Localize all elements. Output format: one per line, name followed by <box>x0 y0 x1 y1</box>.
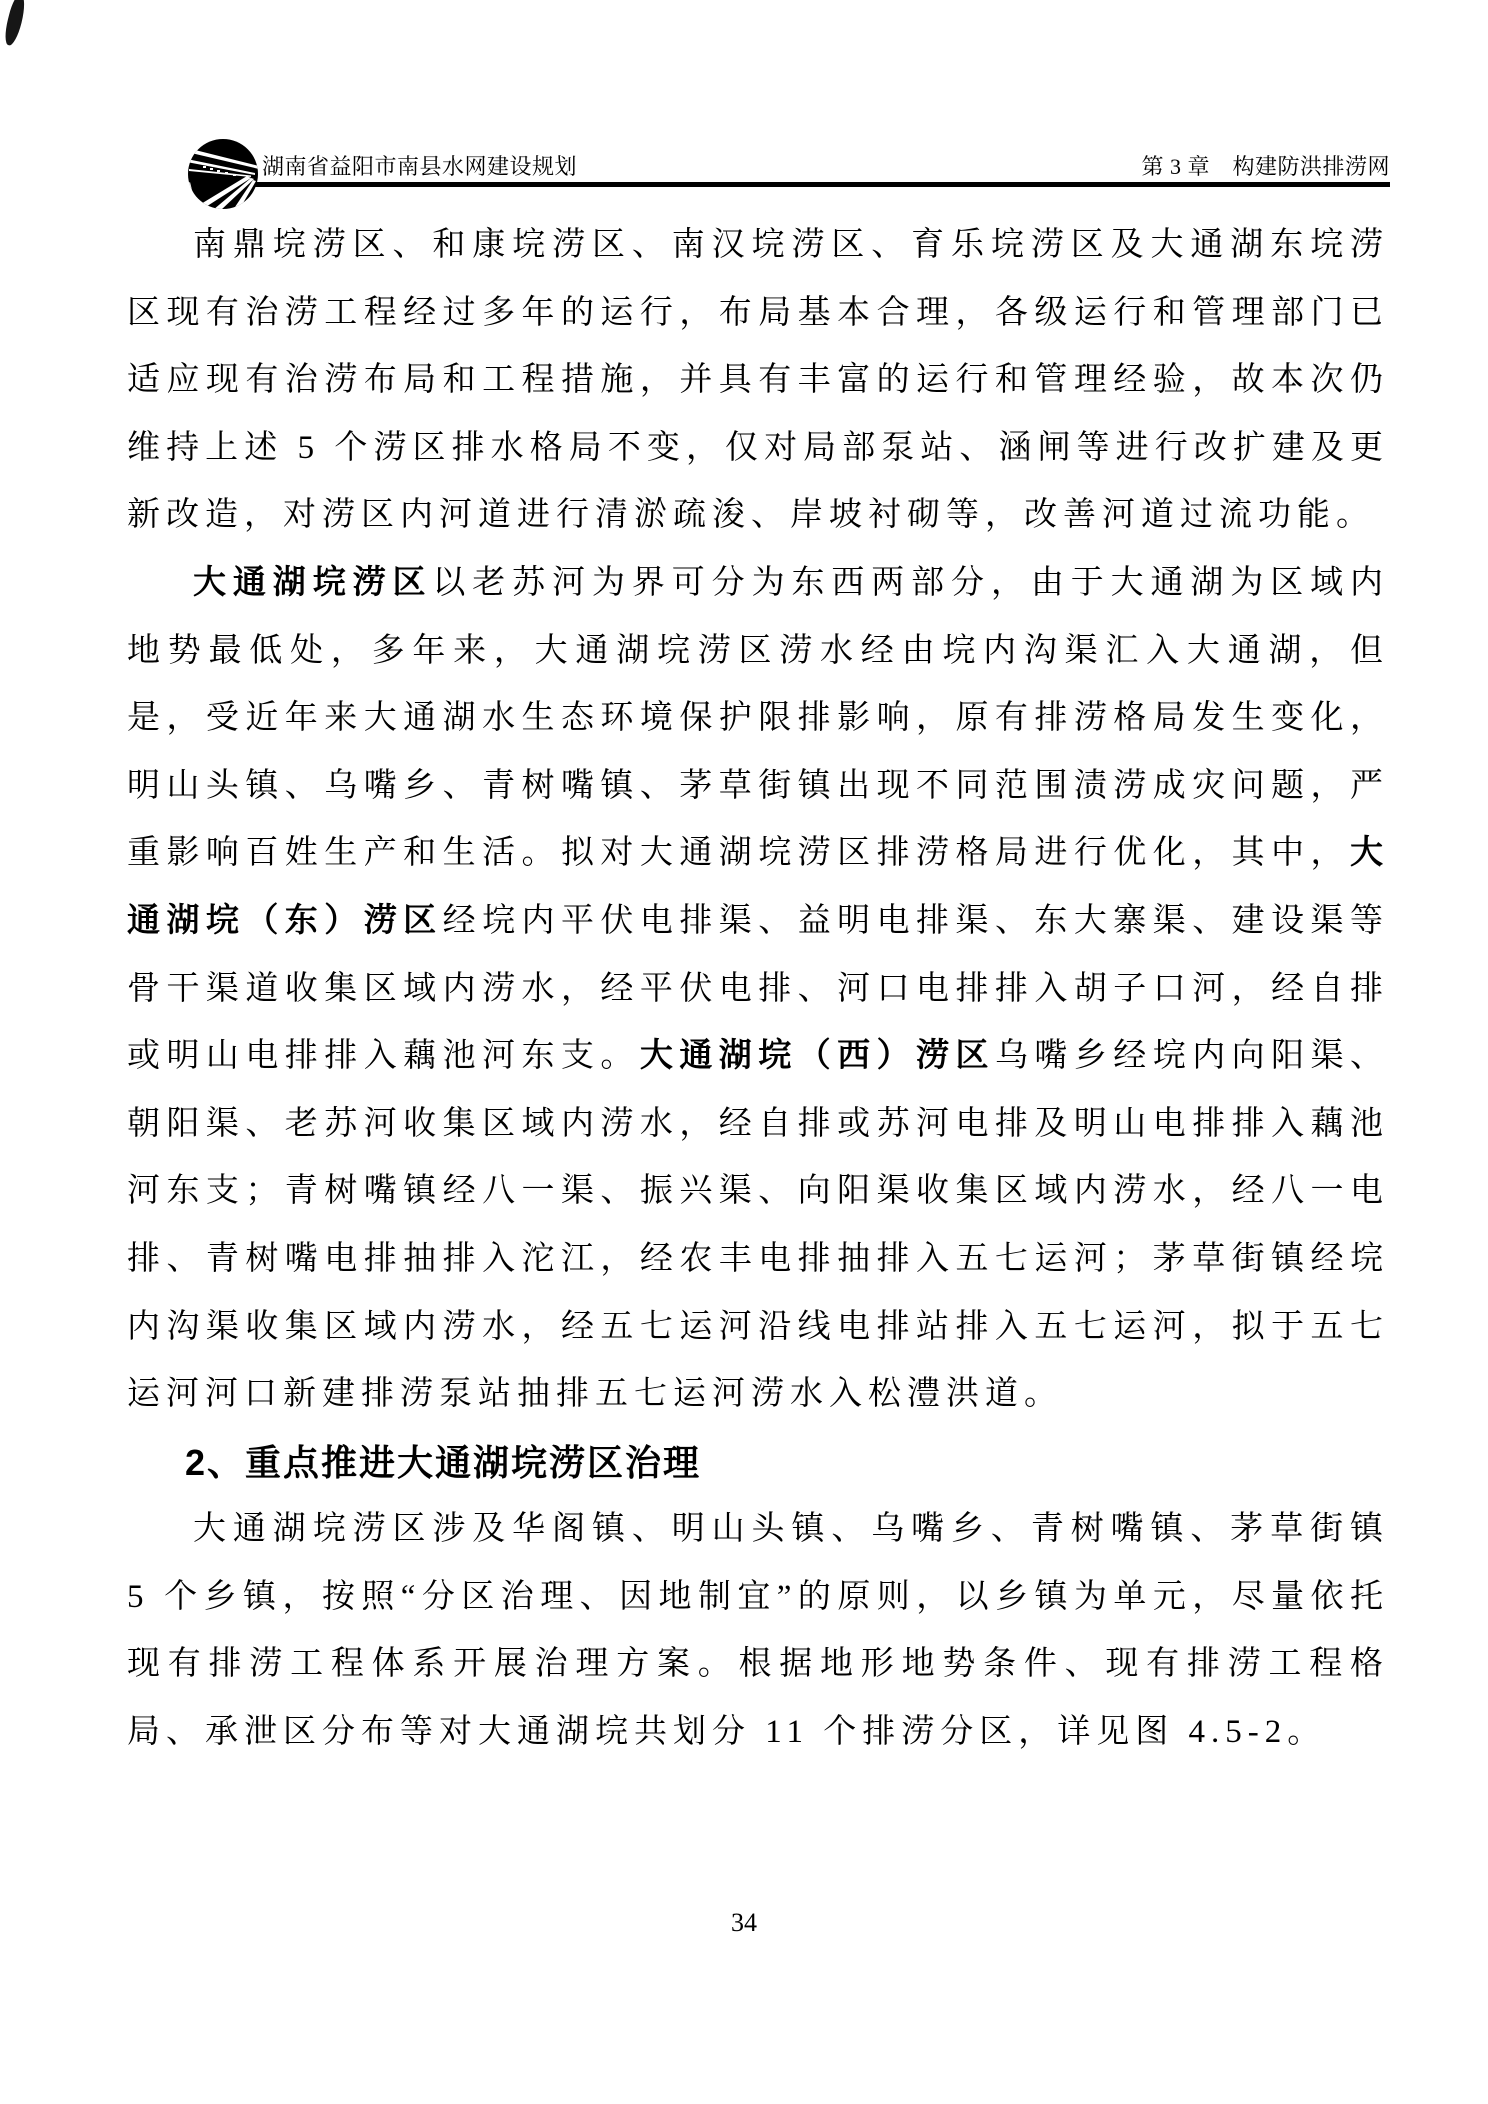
header-left-title: 湖南省益阳市南县水网建设规划 <box>262 154 578 179</box>
paragraph-text: 经垸内平伏电排渠、益明电排渠、东大寨渠、建设渠等骨干渠道收集区域内涝水，经平伏电排、河口电排排入胡子口河，经自排或明山电排排入藕池河东支。 <box>127 902 1390 1075</box>
paragraph-governance <box>127 1496 1389 1766</box>
page-footer <box>0 1908 1488 1938</box>
section-heading: 2、重点推进大通湖垸涝区治理 <box>185 1441 702 1483</box>
bold-term-datonghu-east: 大通湖垸（东）涝区 <box>127 835 1389 939</box>
bold-term-datonghu: 大通湖垸涝区 <box>193 564 433 601</box>
paragraph-text: 以老苏河为界可分为东西两部分，由于大通湖为区域内地势最低处，多年来，大通湖垸涝区涝水经由垸内沟渠汇入大通湖，但是，受近年来大通湖水生态环境保护限排影响，原有排涝格局发生变化，明山头镇、乌嘴乡、青树嘴镇、茅草街镇出现不同范围渍涝成灾问题，严重影响百姓生产和生活。拟对大通湖垸涝区排涝格局进行优化，其中， <box>127 564 1390 872</box>
header-right-title: 第 3 章 构建防洪排涝网 <box>1141 154 1390 179</box>
bold-term-datonghu-west: 大通湖垸（西）涝区 <box>639 1038 995 1075</box>
paragraph-text: 乌嘴乡经垸内向阳渠、朝阳渠、老苏河收集区域内涝水，经自排或苏河电排及明山电排排入藕池河东支；青树嘴镇经八一渠、振兴渠、向阳渠收集区域内涝水，经八一电排、青树嘴电排抽排入沱江，经农丰电排抽排入五七运河；茅草街镇经垸内沟渠收集区域内涝水，经五七运河沿线电排站排入五七运河，拟于五七运河河口新建排涝泵站抽排五七运河涝水入松澧洪道。 <box>127 1038 1390 1413</box>
bridge-logo-icon <box>187 138 259 210</box>
page-number: 34 <box>731 1908 757 1937</box>
scan-artifact <box>2 0 28 47</box>
paragraph-datonghu <box>127 550 1389 1429</box>
header-rule <box>210 182 1390 187</box>
document-body <box>127 212 1389 1767</box>
paragraph-text: 南鼎垸涝区、和康垸涝区、南汉垸涝区、育乐垸涝区及大通湖东垸涝区现有治涝工程经过多年的运行，布局基本合理，各级运行和管理部门已适应现有治涝布局和工程措施，并具有丰富的运行和管理经验，故本次仍维持上述 5 个涝区排水格局不变，仅对局部泵站、涵闸等进行改扩建及更新改造，对涝区内河道进行清淤疏浚、岸坡衬砌等，改善河道过流功能。 <box>127 227 1389 534</box>
paragraph-text: 大通湖垸涝区涉及华阁镇、明山头镇、乌嘴乡、青树嘴镇、茅草街镇 5 个乡镇，按照“分区治理、因地制宜”的原则，以乡镇为单元，尽量依托现有排涝工程体系开展治理方案。根据地形地势条件、现有排涝工程格局、承泄区分布等对大通湖垸共划分 11 个排涝分区，详见图 4.5-2。 <box>127 1511 1389 1751</box>
paragraph-overview <box>127 212 1389 550</box>
